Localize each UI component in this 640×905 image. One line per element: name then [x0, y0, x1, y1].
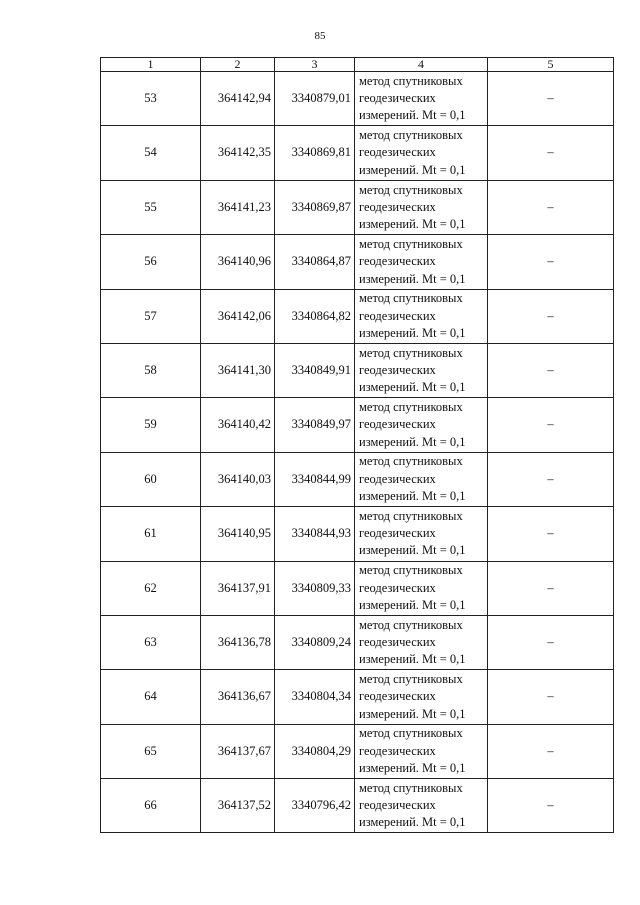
coordinate-x: 364140,03 [201, 452, 275, 506]
method-line-2: геодезических [359, 580, 436, 595]
coordinate-x: 364141,30 [201, 343, 275, 397]
coordinate-x: 364142,35 [201, 126, 275, 180]
table-row [101, 235, 614, 289]
method-cell [355, 72, 488, 126]
coordinate-y: 3340844,93 [275, 507, 355, 561]
coordinate-y: 3340849,91 [275, 343, 355, 397]
coordinates-table [100, 57, 614, 833]
point-number: 54 [101, 126, 201, 180]
table-row [101, 561, 614, 615]
table-row [101, 398, 614, 452]
table-row [101, 507, 614, 561]
table-row [101, 343, 614, 397]
coordinate-y: 3340844,99 [275, 452, 355, 506]
coordinate-x: 364136,67 [201, 670, 275, 724]
method-line-3: измерений. Mt = 0,1 [359, 434, 466, 449]
point-number: 66 [101, 779, 201, 833]
method-cell [355, 343, 488, 397]
method-cell [355, 615, 488, 669]
method-line-3: измерений. Mt = 0,1 [359, 108, 466, 123]
method-line-1: метод спутниковых [359, 291, 463, 306]
method-line-3: измерений. Mt = 0,1 [359, 380, 466, 395]
coordinate-y: 3340869,81 [275, 126, 355, 180]
method-cell [355, 289, 488, 343]
note-cell: – [488, 561, 614, 615]
method-line-3: измерений. Mt = 0,1 [359, 325, 466, 340]
table-row [101, 452, 614, 506]
method-line-2: геодезических [359, 91, 436, 106]
coordinate-x: 364140,42 [201, 398, 275, 452]
method-line-2: геодезических [359, 145, 436, 160]
method-line-1: метод спутниковых [359, 563, 463, 578]
method-cell [355, 398, 488, 452]
method-line-2: геодезических [359, 471, 436, 486]
note-cell: – [488, 452, 614, 506]
coordinate-x: 364137,91 [201, 561, 275, 615]
table-row [101, 670, 614, 724]
method-line-3: измерений. Mt = 0,1 [359, 706, 466, 721]
note-cell: – [488, 72, 614, 126]
coordinate-y: 3340849,97 [275, 398, 355, 452]
note-cell: – [488, 724, 614, 778]
coordinate-y: 3340864,82 [275, 289, 355, 343]
header-col-3: 3 [275, 58, 355, 72]
method-line-3: измерений. Mt = 0,1 [359, 597, 466, 612]
method-line-2: геодезических [359, 634, 436, 649]
table-row [101, 289, 614, 343]
table-row [101, 72, 614, 126]
table-row [101, 126, 614, 180]
note-cell: – [488, 507, 614, 561]
note-cell: – [488, 779, 614, 833]
method-line-1: метод спутниковых [359, 345, 463, 360]
coordinate-x: 364140,95 [201, 507, 275, 561]
method-line-1: метод спутниковых [359, 236, 463, 251]
method-line-1: метод спутниковых [359, 182, 463, 197]
method-cell [355, 561, 488, 615]
method-line-1: метод спутниковых [359, 454, 463, 469]
method-cell [355, 452, 488, 506]
method-line-2: геодезических [359, 798, 436, 813]
method-line-1: метод спутниковых [359, 128, 463, 143]
table-body [101, 72, 614, 833]
method-line-3: измерений. Mt = 0,1 [359, 652, 466, 667]
method-cell [355, 180, 488, 234]
method-line-2: геодезических [359, 199, 436, 214]
method-line-3: измерений. Mt = 0,1 [359, 761, 466, 776]
method-cell [355, 724, 488, 778]
method-line-3: измерений. Mt = 0,1 [359, 815, 466, 830]
method-line-2: геодезических [359, 689, 436, 704]
coordinate-y: 3340879,01 [275, 72, 355, 126]
method-line-1: метод спутниковых [359, 726, 463, 741]
table-row [101, 724, 614, 778]
table-row [101, 779, 614, 833]
coordinate-x: 364137,52 [201, 779, 275, 833]
method-line-2: геодезических [359, 526, 436, 541]
method-line-3: измерений. Mt = 0,1 [359, 217, 466, 232]
note-cell: – [488, 615, 614, 669]
header-row [101, 58, 614, 72]
method-line-1: метод спутниковых [359, 780, 463, 795]
point-number: 57 [101, 289, 201, 343]
point-number: 56 [101, 235, 201, 289]
method-line-3: измерений. Mt = 0,1 [359, 543, 466, 558]
method-line-1: метод спутниковых [359, 508, 463, 523]
method-line-3: измерений. Mt = 0,1 [359, 162, 466, 177]
method-cell [355, 670, 488, 724]
header-col-5: 5 [488, 58, 614, 72]
note-cell: – [488, 343, 614, 397]
coordinate-x: 364136,78 [201, 615, 275, 669]
note-cell: – [488, 126, 614, 180]
coordinate-x: 364142,06 [201, 289, 275, 343]
method-line-2: геодезических [359, 254, 436, 269]
method-line-1: метод спутниковых [359, 73, 463, 88]
header-col-1: 1 [101, 58, 201, 72]
point-number: 58 [101, 343, 201, 397]
coordinate-y: 3340869,87 [275, 180, 355, 234]
note-cell: – [488, 670, 614, 724]
coordinate-y: 3340804,29 [275, 724, 355, 778]
coordinate-y: 3340809,24 [275, 615, 355, 669]
point-number: 62 [101, 561, 201, 615]
header-col-4: 4 [355, 58, 488, 72]
point-number: 59 [101, 398, 201, 452]
note-cell: – [488, 235, 614, 289]
method-line-1: метод спутниковых [359, 400, 463, 415]
method-line-3: измерений. Mt = 0,1 [359, 489, 466, 504]
coordinate-y: 3340796,42 [275, 779, 355, 833]
header-col-2: 2 [201, 58, 275, 72]
method-line-2: геодезических [359, 743, 436, 758]
point-number: 63 [101, 615, 201, 669]
point-number: 65 [101, 724, 201, 778]
method-line-3: измерений. Mt = 0,1 [359, 271, 466, 286]
coordinate-y: 3340804,34 [275, 670, 355, 724]
method-line-2: геодезических [359, 308, 436, 323]
method-cell [355, 126, 488, 180]
method-line-1: метод спутниковых [359, 672, 463, 687]
method-line-2: геодезических [359, 417, 436, 432]
coordinate-y: 3340864,87 [275, 235, 355, 289]
point-number: 60 [101, 452, 201, 506]
coordinate-x: 364137,67 [201, 724, 275, 778]
note-cell: – [488, 180, 614, 234]
method-line-2: геодезических [359, 363, 436, 377]
coordinate-y: 3340809,33 [275, 561, 355, 615]
method-line-1: метод спутниковых [359, 617, 463, 632]
method-cell [355, 507, 488, 561]
point-number: 61 [101, 507, 201, 561]
coordinate-x: 364141,23 [201, 180, 275, 234]
page-number: 85 [314, 30, 326, 42]
note-cell: – [488, 398, 614, 452]
note-cell: – [488, 289, 614, 343]
method-cell [355, 779, 488, 833]
point-number: 53 [101, 72, 201, 126]
table-row [101, 180, 614, 234]
point-number: 55 [101, 180, 201, 234]
coordinate-x: 364140,96 [201, 235, 275, 289]
coordinate-x: 364142,94 [201, 72, 275, 126]
method-cell [355, 235, 488, 289]
table-row [101, 615, 614, 669]
point-number: 64 [101, 670, 201, 724]
